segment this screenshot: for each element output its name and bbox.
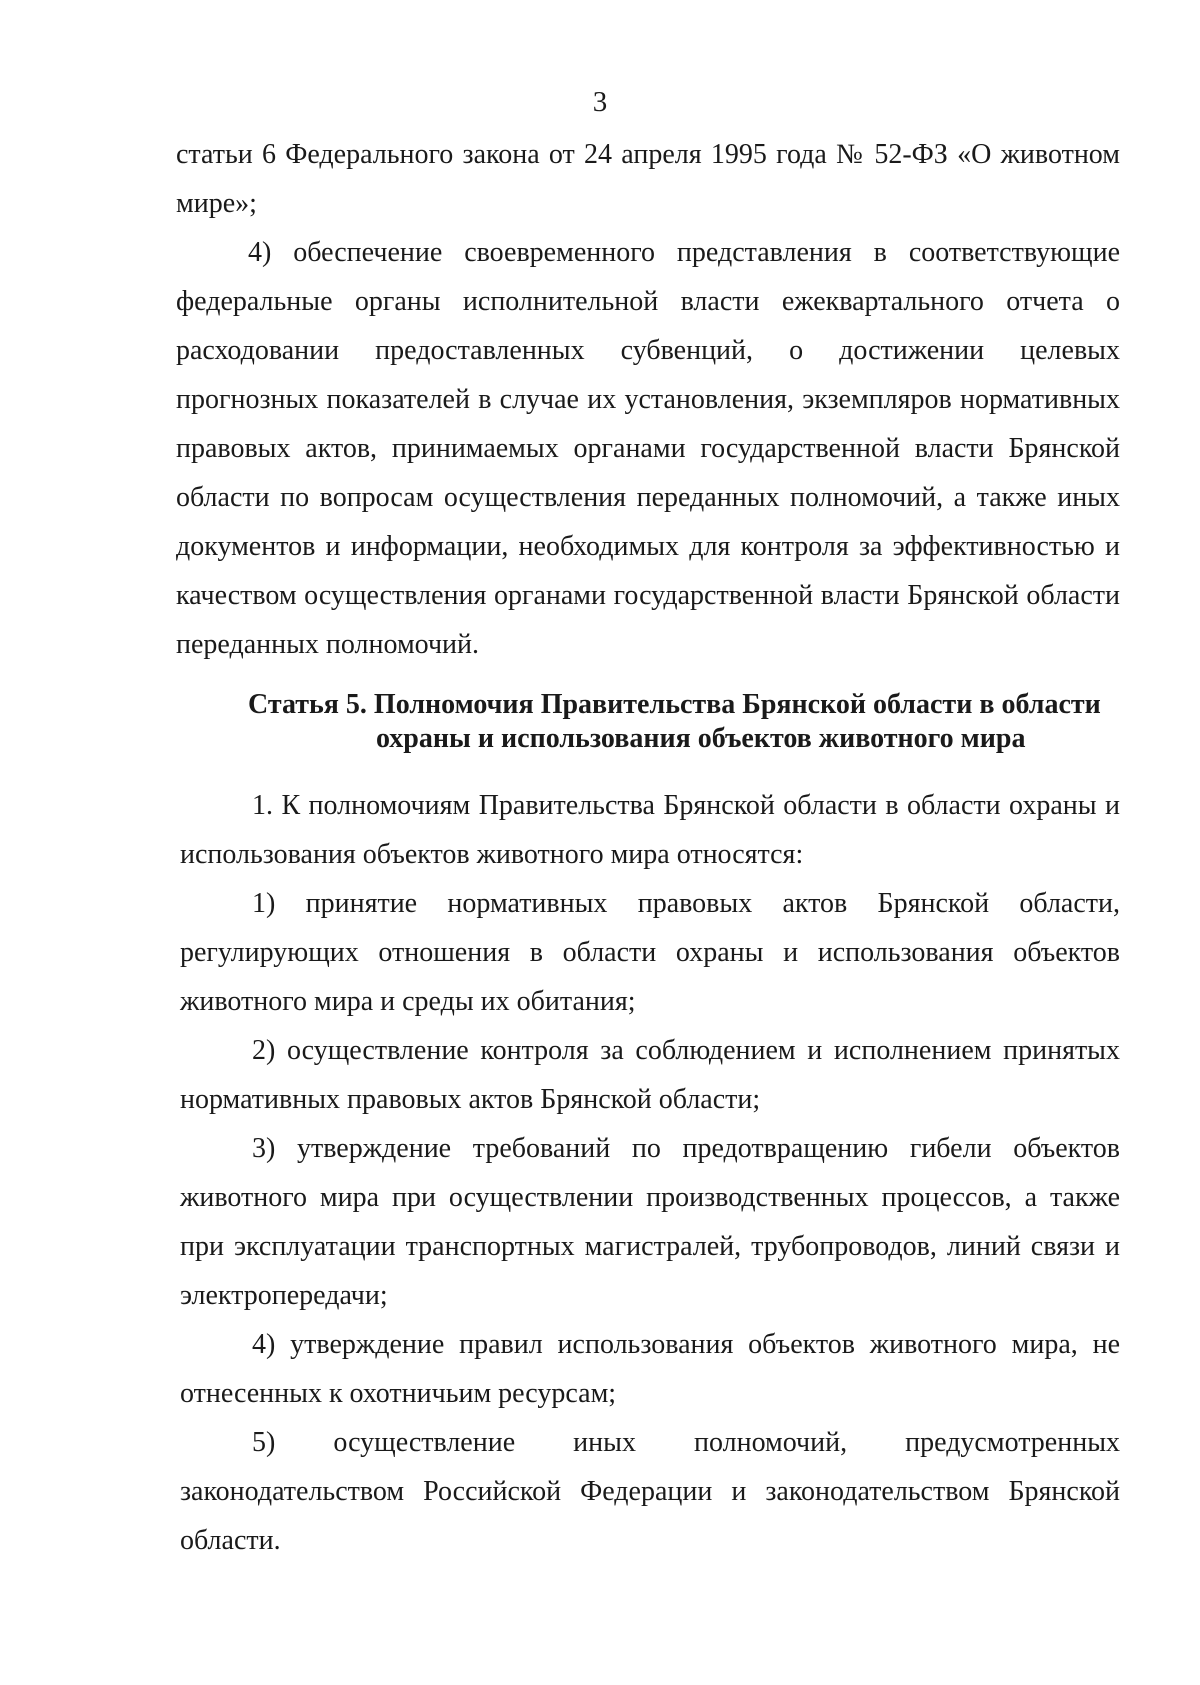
text-block-top bbox=[176, 130, 1120, 669]
article-heading-line2: охраны и использования объектов животного мира bbox=[376, 723, 1026, 754]
paragraph-subitem-5: 5) осуществление иных полномочий, предусмотренных законодательством Российской Федерации и законодательством Брянской области. bbox=[180, 1427, 1120, 1556]
paragraph-subitem-1: 1) принятие нормативных правовых актов Брянской области, регулирующих отношения в области охраны и использования объектов животного мира и среды их обитания; bbox=[180, 888, 1120, 1017]
text-block-bottom bbox=[180, 781, 1120, 1565]
paragraph-clause-1: 1. К полномочиям Правительства Брянской области в области охраны и использования объектов животного мира относятся: bbox=[180, 790, 1120, 870]
article-heading bbox=[176, 688, 1120, 756]
paragraph-item-4: 4) обеспечение своевременного представления в соответствующие федеральные органы исполнительной власти ежеквартального отчета о расходовании предоставленных субвенций, о достижении целевых прогнозных показателей в случае их установления, экземпляров нормативных правовых актов, принимаемых органами государственной власти Брянской области по вопросам осуществления переданных полномочий, а также иных документов и информации, необходимых для контроля за эффективностью и качеством осуществления органами государственной власти Брянской области переданных полномочий. bbox=[176, 237, 1120, 660]
paragraph-subitem-4: 4) утверждение правил использования объектов животного мира, не отнесенных к охотничьим ресурсам; bbox=[180, 1329, 1120, 1409]
page-number: 3 bbox=[592, 86, 608, 118]
article-heading-line1: Статья 5. Полномочия Правительства Брянской области в области bbox=[248, 689, 1101, 720]
paragraph-subitem-2: 2) осуществление контроля за соблюдением и исполнением принятых нормативных правовых актов Брянской области; bbox=[180, 1035, 1120, 1115]
paragraph-continuation: статьи 6 Федерального закона от 24 апреля 1995 года № 52-ФЗ «О животном мире»; bbox=[176, 139, 1120, 219]
paragraph-subitem-3: 3) утверждение требований по предотвращению гибели объектов животного мира при осуществлении производственных процессов, а также при эксплуатации транспортных магистралей, трубопроводов, линий связи и электропередачи; bbox=[180, 1133, 1120, 1311]
